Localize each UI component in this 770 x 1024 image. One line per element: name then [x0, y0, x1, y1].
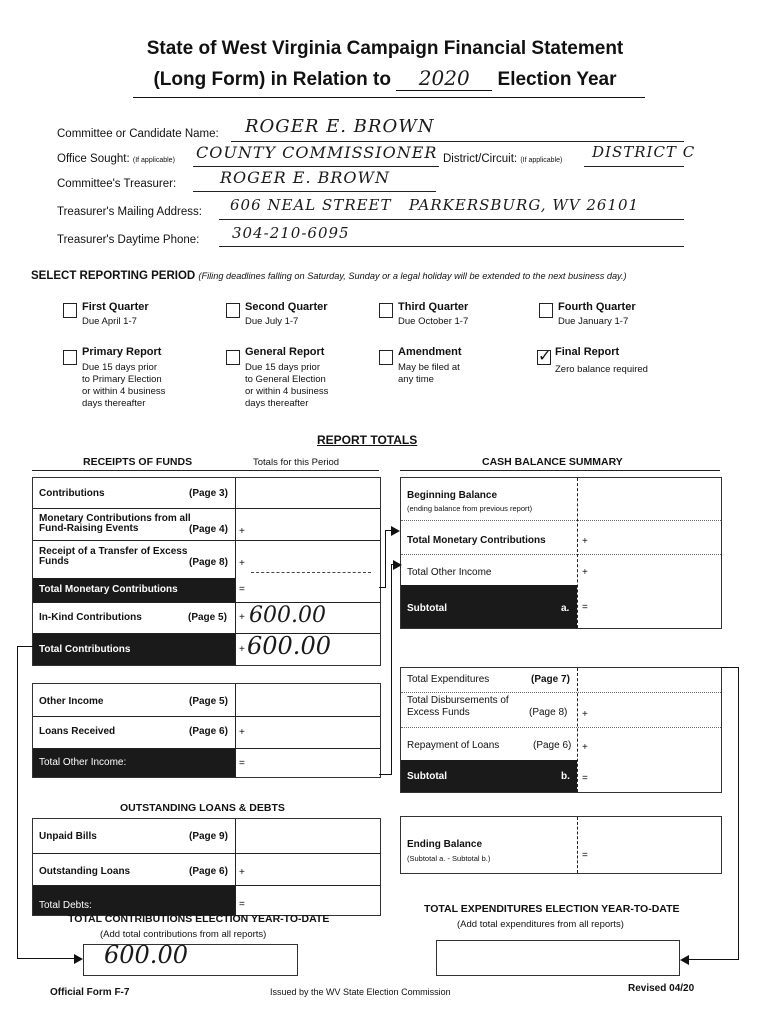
- phone-line: [219, 246, 684, 247]
- ytd-exp-heading: TOTAL EXPENDITURES ELECTION YEAR-TO-DATE: [424, 903, 680, 915]
- unpaid-bills-row: Unpaid Bills (Page 9): [39, 831, 228, 842]
- treasurer-line: [193, 191, 436, 192]
- final-report-desc: Zero balance required: [555, 364, 648, 375]
- ending-balance-box: Ending Balance (Subtotal a. - Subtotal b.) =: [400, 816, 722, 874]
- primary-report-desc: Due 15 days prior to Primary Election or within 4 business days thereafter: [82, 362, 166, 409]
- totals-period-heading: Totals for this Period: [253, 457, 340, 468]
- first-quarter-label: First Quarter: [82, 301, 149, 313]
- ytd-contrib-heading: TOTAL CONTRIBUTIONS ELECTION YEAR-TO-DATE: [68, 913, 330, 925]
- treasurer-value[interactable]: ROGER E. BROWN: [220, 168, 390, 187]
- contrib-arrow-head: [74, 954, 83, 964]
- general-report-desc: Due 15 days prior to General Election or within 4 business days thereafter: [245, 362, 329, 409]
- fourth-quarter-label: Fourth Quarter: [558, 301, 636, 313]
- exp-flow-line: [738, 667, 739, 960]
- first-quarter-due: Due April 1-7: [82, 316, 137, 327]
- repayment-row: Repayment of Loans (Page 6) +: [407, 740, 588, 753]
- other-income-arrow-head: [393, 560, 402, 570]
- general-report-label: General Report: [245, 346, 325, 358]
- loans-box: Unpaid Bills (Page 9) Outstanding Loans (Page 6) + Total Debts: =: [32, 818, 381, 916]
- title-pre: (Long Form) in Relation to: [153, 69, 391, 90]
- office-value[interactable]: COUNTY COMMISSIONER: [196, 143, 438, 162]
- primary-report-label: Primary Report: [82, 346, 162, 358]
- monetary-arrow-head: [391, 526, 400, 536]
- total-monetary-row: Total Monetary Contributions: [33, 578, 235, 602]
- other-income-row: Other Income (Page 5): [39, 696, 228, 707]
- cash-balance-heading: CASH BALANCE SUMMARY: [482, 456, 623, 468]
- total-contributions-row: Total Contributions: [33, 634, 235, 665]
- general-report-checkbox[interactable]: [226, 350, 240, 365]
- expenditures-box: Total Expenditures (Page 7) Total Disbursements of Excess Funds (Page 8) + Repayment of Loans (Page 6) + Subtotal b. =: [400, 667, 722, 793]
- second-quarter-label: Second Quarter: [245, 301, 328, 313]
- footer-form: Official Form F-7: [50, 987, 130, 998]
- total-expenditures-row: Total Expenditures (Page 7): [407, 674, 570, 685]
- final-report-checkbox[interactable]: ✓: [538, 348, 552, 365]
- footer-issued: Issued by the WV State Election Commission: [270, 987, 451, 997]
- loans-heading: OUTSTANDING LOANS & DEBTS: [120, 802, 285, 814]
- inkind-row: In-Kind Contributions (Page 5) + 600.00: [39, 603, 326, 628]
- reporting-period-heading: SELECT REPORTING PERIOD (Filing deadlines falling on Saturday, Sunday or a legal holiday will be extended to the next business day.): [31, 270, 627, 282]
- third-quarter-label: Third Quarter: [398, 301, 469, 313]
- receipts-heading-rule: [32, 470, 379, 471]
- total-contributions-value[interactable]: 600.00: [247, 632, 331, 660]
- first-quarter-checkbox[interactable]: [63, 303, 77, 318]
- form-title-line1: State of West Virginia Campaign Financial Statement: [146, 38, 624, 59]
- subtotal-b-row: Subtotal b.: [401, 760, 577, 792]
- ytd-contrib-box[interactable]: [83, 941, 298, 976]
- total-debts-row: Total Debts:: [33, 886, 235, 915]
- fourth-quarter-due: Due January 1-7: [558, 316, 629, 327]
- election-year-field[interactable]: 2020: [396, 66, 492, 91]
- cash-balance-box: Beginning Balance (ending balance from previous report) Total Monetary Contributions + Total Other Income + Subtotal a. =: [400, 477, 722, 629]
- final-report-label: Final Report: [555, 346, 620, 358]
- inkind-value[interactable]: 600.00: [249, 603, 326, 628]
- receipts-heading: RECEIPTS OF FUNDS: [83, 456, 193, 468]
- name-line: [231, 141, 684, 142]
- beginning-balance-row: Beginning Balance (ending balance from previous report): [407, 490, 533, 513]
- receipts-box: Contributions (Page 3) Monetary Contributions from all Fund-Raising Events (Page 4) + Receipt of a Transfer of Excess Funds (Page 8) + Total Monetary Contributions = In-Kind Contributions (Page 5) + 600.00 Total Contributions + 600.00: [32, 477, 381, 666]
- cash-total-monetary-row: Total Monetary Contributions +: [407, 535, 588, 547]
- address-line: [219, 219, 684, 220]
- footer-revised: Revised 04/20: [628, 983, 695, 994]
- ytd-contrib-sub: (Add total contributions from all reports): [100, 929, 267, 940]
- amendment-checkbox[interactable]: [379, 350, 393, 365]
- amendment-desc: May be filed at any time: [398, 362, 460, 385]
- contrib-flow-line: [17, 646, 18, 959]
- primary-report-checkbox[interactable]: [63, 350, 77, 365]
- outstanding-loans-row: Outstanding Loans (Page 6) +: [39, 866, 245, 878]
- fourth-quarter-checkbox[interactable]: [539, 303, 553, 318]
- address-value[interactable]: 606 NEAL STREET PARKERSBURG, WV 26101: [230, 196, 640, 214]
- exp-arrow-head: [680, 955, 689, 965]
- district-label: District/Circuit: (If applicable): [443, 153, 563, 165]
- phone-label: Treasurer's Daytime Phone:: [57, 234, 200, 246]
- ytd-exp-sub: (Add total expenditures from all reports): [457, 919, 624, 930]
- third-quarter-checkbox[interactable]: [379, 303, 393, 318]
- district-line: [584, 166, 684, 167]
- address-label: Treasurer's Mailing Address:: [57, 206, 202, 218]
- form-title-line2: [0, 66, 770, 91]
- amendment-label: Amendment: [398, 346, 462, 358]
- phone-value[interactable]: 304-210-6095: [232, 224, 350, 242]
- district-value[interactable]: DISTRICT C: [592, 143, 696, 161]
- loans-received-row: Loans Received (Page 6) +: [39, 726, 245, 738]
- name-value[interactable]: ROGER E. BROWN: [245, 116, 435, 137]
- subtotal-a-row: Subtotal a.: [401, 585, 577, 628]
- third-quarter-due: Due October 1-7: [398, 316, 469, 327]
- fundraising-row: Monetary Contributions from all Fund-Raising Events (Page 4) +: [39, 513, 245, 537]
- ytd-exp-box[interactable]: [436, 940, 680, 976]
- contributions-row: Contributions (Page 3): [39, 488, 228, 499]
- other-income-box: Other Income (Page 5) Loans Received (Page 6) + Total Other Income: =: [32, 683, 381, 778]
- transfer-row: Receipt of a Transfer of Excess Funds (Page 8) +: [39, 546, 245, 569]
- second-quarter-checkbox[interactable]: [226, 303, 240, 318]
- office-label: Office Sought: (If applicable): [57, 153, 175, 165]
- name-label: Committee or Candidate Name:: [57, 128, 219, 140]
- treasurer-label: Committee's Treasurer:: [57, 178, 177, 190]
- cash-heading-rule: [400, 470, 720, 471]
- report-totals-heading: REPORT TOTALS: [317, 433, 418, 447]
- title-post: Election Year: [497, 69, 617, 90]
- excess-disbursements-row: Total Disbursements of Excess Funds (Page 8) +: [407, 695, 588, 720]
- office-line: [193, 166, 439, 167]
- second-quarter-due: Due July 1-7: [245, 316, 299, 327]
- cash-total-other-income-row: Total Other Income +: [407, 567, 588, 578]
- title-rule: [133, 97, 645, 98]
- ytd-contrib-value[interactable]: 600.00: [104, 941, 188, 969]
- total-other-income-row: Total Other Income:: [33, 749, 235, 777]
